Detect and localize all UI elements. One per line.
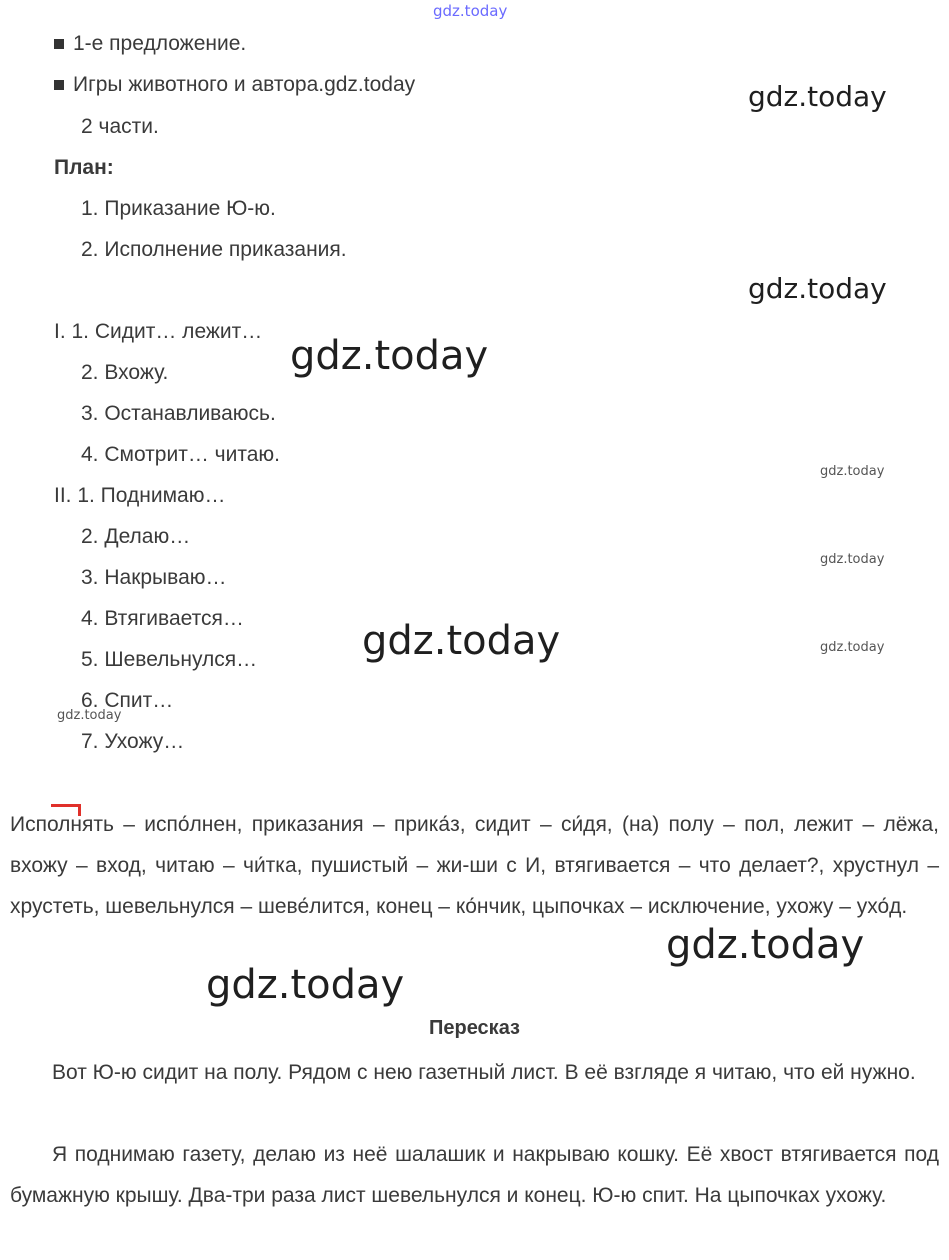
watermark: gdz.today (748, 272, 887, 305)
plan-item: 1. Приказание Ю-ю. (81, 197, 276, 220)
bullet-text: 1-е предложение. (73, 32, 247, 55)
outline-item: 4. Смотрит… читаю. (81, 443, 280, 466)
watermark: gdz.today (820, 552, 885, 567)
outline-item: II. 1. Поднимаю… (54, 484, 226, 507)
watermark: gdz.today (290, 333, 489, 379)
bullet-square-icon (54, 80, 64, 90)
watermark: gdz.today (57, 708, 122, 723)
outline-item: 7. Ухожу… (81, 730, 185, 753)
outline-item: 3. Останавливаюсь. (81, 402, 276, 425)
retelling-paragraph: Вот Ю-ю сидит на полу. Рядом с нею газетный лист. В её взгляде я читаю, что ей нужно. (52, 1061, 916, 1084)
outline-item: 3. Накрываю… (81, 566, 227, 589)
bullet-item (54, 72, 415, 98)
bullet-text: Игры животного и автора.gdz.today (73, 73, 416, 96)
watermark: gdz.today (362, 618, 561, 664)
watermark: gdz.today (820, 640, 885, 655)
watermark: gdz.today (433, 2, 508, 20)
outline-item: I. 1. Сидит… лежит… (54, 320, 263, 343)
watermark: gdz.today (748, 80, 887, 113)
watermark: gdz.today (666, 922, 865, 968)
watermark: gdz.today (820, 464, 885, 479)
outline-item: 6. Спит… (81, 689, 174, 712)
plan-item: 2. Исполнение приказания. (81, 238, 347, 261)
outline-item: 2. Делаю… (81, 525, 191, 548)
watermark: gdz.today (206, 962, 405, 1008)
bullet-square-icon (54, 39, 64, 49)
outline-item: 4. Втягивается… (81, 607, 244, 630)
bullet-item (54, 31, 246, 57)
text-line: 2 части. (81, 115, 159, 138)
retelling-paragraph: Я поднимаю газету, делаю из неё шалашик и накрываю кошку. Её хвост втягивается под бумажную крышу. Два-три раза лист шевельнулся и конец. Ю-ю спит. На цыпочках ухожу. (10, 1143, 939, 1207)
plan-heading: План: (54, 156, 114, 179)
retelling-title: Пересказ (428, 1017, 520, 1039)
spelling-paragraph: Исполнять – испо́лнен, приказания – прика́з, сидит – си́дя, (на) полу – пол, лежит – лёжа, вхожу – вход, читаю – чи́тка, пушистый – жи-ши с И, втягивается – что делает?, хрустнул – хрустеть, шевельнулся – шеве́лится, конец – ко́нчик, цыпочках – исключение, ухожу – ухо́д. (10, 813, 939, 918)
outline-item: 5. Шевельнулся… (81, 648, 258, 671)
outline-item: 2. Вхожу. (81, 361, 169, 384)
